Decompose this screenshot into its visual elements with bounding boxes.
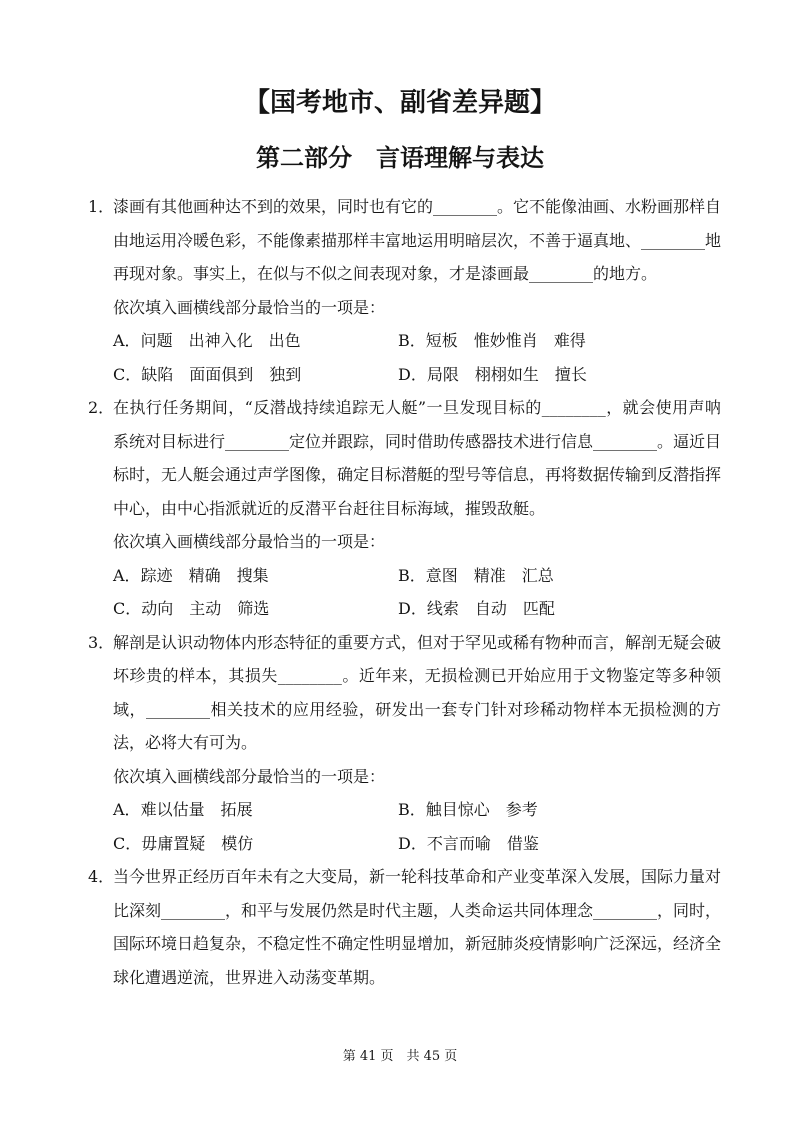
option-label: A． [113, 800, 141, 819]
question-3 [88, 626, 728, 861]
question-prompt: 依次填入画横线部分最恰当的一项是： [113, 297, 386, 317]
option-d [398, 827, 683, 861]
option-text: 毋庸置疑 模仿 [141, 833, 254, 853]
question-text-line: 当今世界正经历百年未有之大变局，新一轮科技革命和产业变革深入发展，国际力量对 [113, 867, 722, 886]
option-text: 问题 出神入化 出色 [140, 331, 301, 350]
option-label: A． [113, 565, 141, 585]
question-4 [88, 860, 728, 994]
option-d [398, 592, 683, 626]
option-label: D． [398, 364, 427, 384]
option-label: C． [113, 833, 142, 853]
question-text-line: 由地运用冷暖色彩，不能像素描那样丰富地运用明暗层次，不善于逼真地、________地 [113, 230, 722, 250]
option-c [113, 358, 398, 392]
option-text: 踪迹 精确 搜集 [140, 565, 269, 585]
options-row [88, 559, 728, 593]
option-label: B． [398, 565, 426, 585]
option-text: 动向 主动 筛选 [141, 599, 270, 618]
option-a [113, 324, 398, 358]
question-text-line: 比深刻________，和平与发展仍然是时代主题，人类命运共同体理念________，同时， [113, 900, 722, 920]
page-title: 【国考地市、副省差异题】 [243, 88, 556, 118]
option-text: 意图 精准 汇总 [425, 565, 554, 585]
option-text: 短板 惟妙惟肖 难得 [425, 331, 586, 350]
question-text-line: 坏珍贵的样本，其损失________。近年来，无损检测已开始应用于文物鉴定等多种领 [113, 666, 721, 685]
options-row [88, 793, 728, 827]
option-b [398, 793, 683, 827]
option-a [113, 793, 398, 827]
option-c [113, 592, 398, 626]
question-text-line: 系统对目标进行________定位并跟踪，同时借助传感器技术进行信息________。逼近目 [113, 431, 722, 451]
option-label: C． [113, 364, 142, 384]
question-text-line: 域，________相关技术的应用经验，研发出一套专门针对珍稀动物样本无损检测的方 [113, 699, 721, 719]
question-text-line: 再现对象。事实上，在似与不似之间表现对象，才是漆画最________的地方。 [113, 264, 658, 283]
question-text-line: 中心，由中心指派就近的反潜平台赶往目标海域，摧毁敌艇。 [113, 498, 546, 518]
question-number: 4． [88, 867, 115, 886]
question-text-line: 国际环境日趋复杂，不稳定性不确定性明显增加，新冠肺炎疫情影响广泛深远，经济全 [113, 934, 722, 953]
section-title: 第二部分 言语理解与表达 [256, 143, 544, 172]
page-number-footer: 第 41 页 共 45 页 [342, 1049, 458, 1064]
option-text: 线索 自动 匹配 [426, 599, 555, 618]
option-text: 局限 栩栩如生 擅长 [426, 364, 587, 384]
option-text: 触目惊心 参考 [425, 800, 538, 819]
question-text-line: 在执行任务期间，“反潜战持续追踪无人艇”一旦发现目标的________，就会使用声呐 [113, 398, 721, 417]
option-b [398, 559, 683, 593]
question-number: 2． [88, 398, 115, 417]
question-text-line: 法，必将大有可为。 [113, 733, 258, 752]
option-label: B． [398, 331, 426, 350]
option-b [398, 324, 683, 358]
question-2 [88, 391, 728, 626]
option-label: A． [113, 331, 141, 350]
option-text: 难以估量 拓展 [140, 800, 253, 819]
option-c [113, 827, 398, 861]
option-a [113, 559, 398, 593]
option-label: D． [398, 599, 427, 618]
question-prompt: 依次填入画横线部分最恰当的一项是： [113, 532, 386, 551]
option-d [398, 358, 683, 392]
option-label: B． [398, 800, 426, 819]
question-number: 1． [88, 197, 115, 216]
option-label: D． [398, 833, 427, 853]
question-prompt: 依次填入画横线部分最恰当的一项是： [113, 766, 386, 786]
option-label: C． [113, 599, 142, 618]
question-text-line: 漆画有其他画种达不到的效果，同时也有它的________。它不能像油画、水粉画那样自 [113, 197, 722, 216]
option-text: 缺陷 面面俱到 独到 [141, 364, 302, 384]
options-row [88, 324, 728, 358]
question-text-line: 球化遭遇逆流，世界进入动荡变革期。 [113, 967, 386, 987]
question-1 [88, 190, 728, 391]
options-row [88, 358, 728, 392]
question-number: 3． [88, 632, 115, 652]
question-text-line: 解剖是认识动物体内形态特征的重要方式，但对于罕见或稀有物种而言，解剖无疑会破 [113, 632, 722, 652]
question-text-line: 标时，无人艇会通过声学图像，确定目标潜艇的型号等信息，再将数据传输到反潜指挥 [113, 465, 722, 484]
option-text: 不言而喻 借鉴 [426, 833, 539, 853]
question-list [88, 190, 728, 994]
options-row [88, 592, 728, 626]
options-row [88, 827, 728, 861]
